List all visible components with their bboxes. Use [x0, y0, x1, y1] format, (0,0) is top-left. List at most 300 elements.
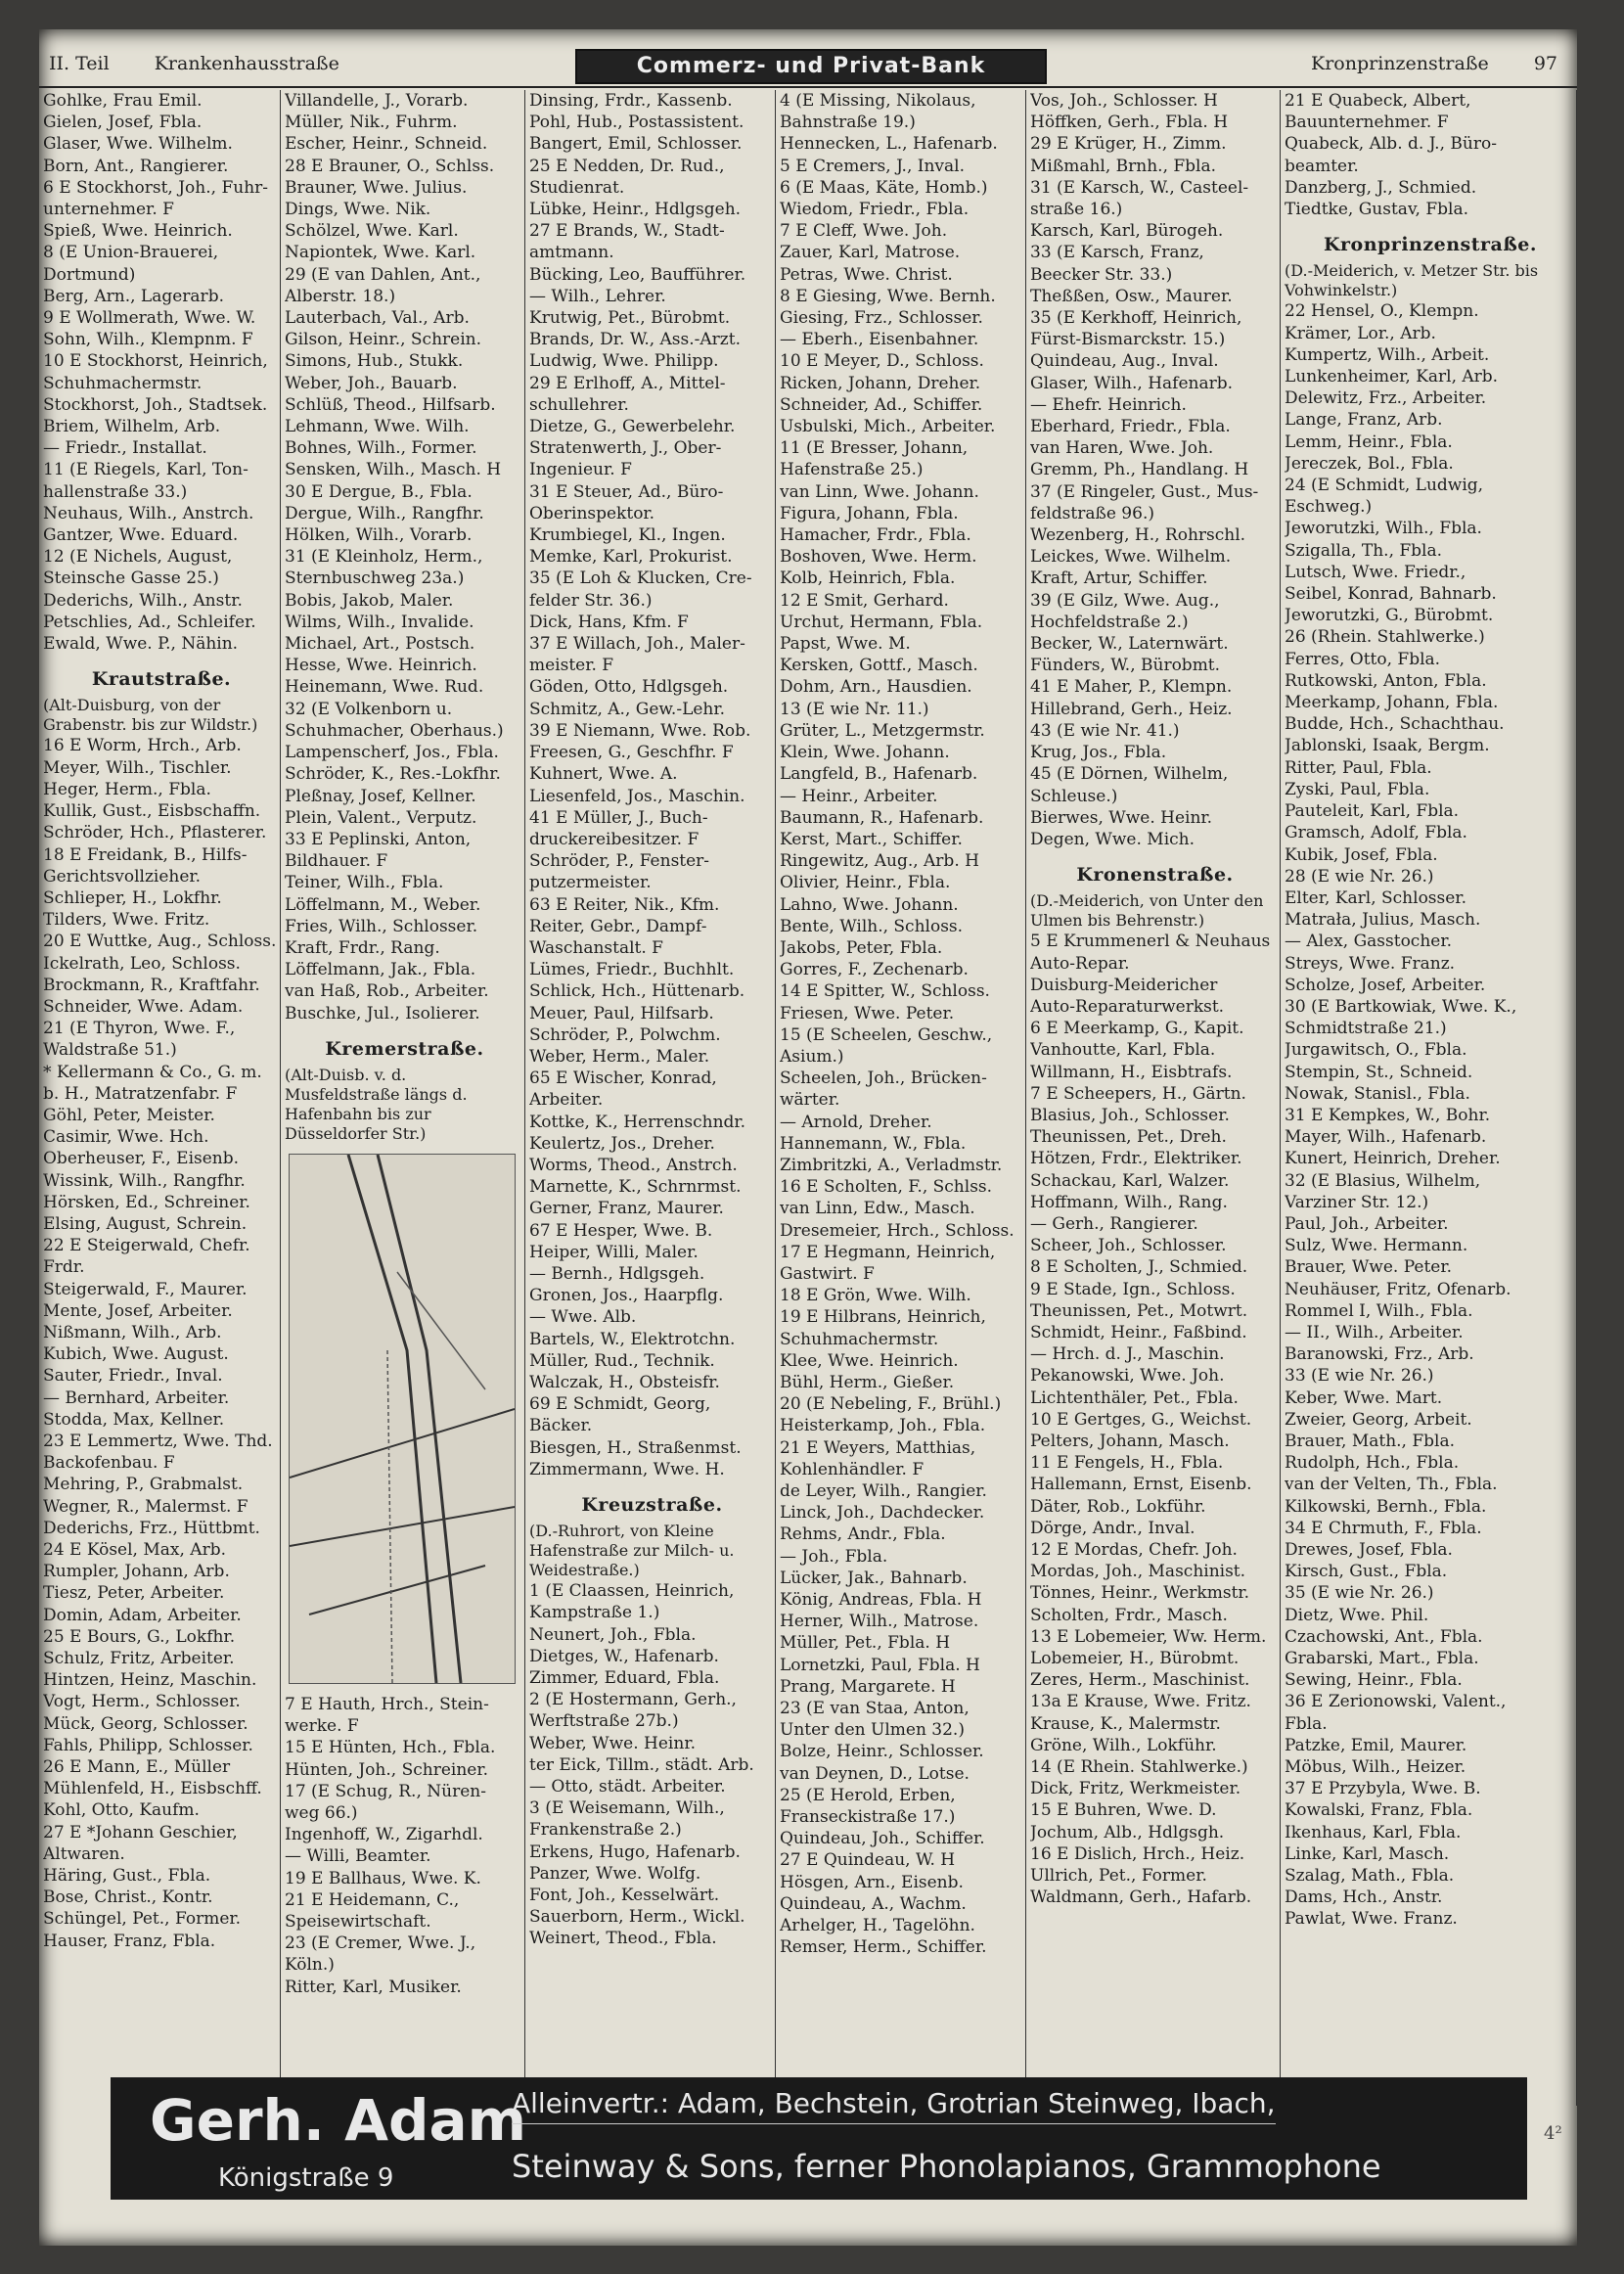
directory-entry: Müller, Nik., Fuhrm.	[285, 113, 458, 133]
directory-entry: Jereczek, Bol., Fbla.	[1285, 453, 1454, 474]
directory-entry: Usbulski, Mich., Arbeiter.	[780, 417, 996, 437]
directory-entry: Memke, Karl, Prokurist.	[529, 547, 733, 568]
directory-entry: Simons, Hub., Stukk.	[285, 351, 464, 372]
directory-entry: Gorres, F., Zechenarb.	[780, 960, 969, 980]
directory-entry: Hamacher, Frdr., Fbla.	[780, 525, 971, 546]
directory-entry: Göden, Otto, Hdlgsgeh.	[529, 677, 729, 698]
directory-entry: Fünders, W., Bürobmt.	[1030, 656, 1221, 676]
directory-entry: Varziner Str. 12.)	[1285, 1192, 1429, 1212]
directory-entry: 3 (E Weisemann, Wilh.,	[529, 1798, 725, 1819]
directory-entry: Jurgawitsch, O., Fbla.	[1285, 1040, 1467, 1061]
directory-entry: 31 E Kempkes, W., Bohr.	[1285, 1105, 1491, 1125]
directory-entry: Hannemann, W., Fbla.	[780, 1133, 967, 1154]
directory-entry: 27 E *Johann Geschier,	[43, 1822, 238, 1842]
directory-entry: 19 E Hilbrans, Heinrich,	[780, 1307, 986, 1328]
directory-entry: 35 (E wie Nr. 26.)	[1285, 1583, 1434, 1604]
directory-entry: Dörge, Andr., Inval.	[1030, 1518, 1195, 1538]
directory-entry: Hösgen, Arn., Eisenb.	[780, 1872, 964, 1892]
directory-entry: — Heinr., Arbeiter.	[780, 786, 938, 806]
directory-entry: 67 E Hesper, Wwe. B.	[529, 1220, 713, 1241]
directory-entry: 10 E Meyer, D., Schloss.	[780, 351, 984, 372]
directory-entry: Becker, W., Laternwärt.	[1030, 634, 1229, 655]
directory-entry: feldstraße 96.)	[1030, 503, 1154, 523]
directory-entry: Schmidt, Heinr., Faßbind.	[1030, 1322, 1247, 1342]
directory-entry: de Leyer, Wilh., Rangier.	[780, 1481, 987, 1501]
directory-entry: Schüngel, Pet., Former.	[43, 1909, 242, 1930]
directory-entry: Hillebrand, Gerh., Heiz.	[1030, 699, 1233, 719]
directory-entry: 23 E Lemmertz, Wwe. Thd.	[43, 1431, 273, 1451]
directory-entry: Schölzel, Wwe. Karl.	[285, 221, 459, 242]
directory-entry: Höffken, Gerh., Fbla. H	[1030, 113, 1229, 133]
directory-entry: Duisburg-Meidericher	[1030, 975, 1218, 995]
directory-entry: Walczak, H., Obsteisfr.	[529, 1372, 720, 1392]
directory-entry: 29 E Erlhoff, A., Mittel-	[529, 373, 726, 393]
directory-entry: 18 E Freidank, B., Hilfs-	[43, 844, 248, 865]
directory-entry: Sauerborn, Herm., Wickl.	[529, 1907, 745, 1928]
directory-entry: Bühl, Herm., Gießer.	[780, 1372, 955, 1392]
directory-entry: Hoffmann, Wilh., Rang.	[1030, 1192, 1228, 1212]
directory-entry: Rudolph, Hch., Fbla.	[1285, 1453, 1460, 1474]
directory-entry: 63 E Reiter, Nik., Kfm.	[529, 894, 720, 915]
directory-entry: Sauter, Friedr., Inval.	[43, 1366, 223, 1387]
directory-entry: 39 E Niemann, Wwe. Rob.	[529, 720, 751, 741]
directory-entry: Zimbritzki, A., Verladmstr.	[780, 1155, 1003, 1175]
directory-entry: Fries, Wilh., Schlosser.	[285, 916, 478, 936]
directory-entry: Michael, Art., Postsch.	[285, 634, 475, 655]
directory-entry: 27 E Quindeau, W. H	[780, 1850, 956, 1871]
directory-entry: Liesenfeld, Jos., Maschin.	[529, 786, 745, 806]
directory-entry: Schneider, Ad., Schiffer.	[780, 394, 983, 415]
directory-entry: Casimir, Wwe. Hch.	[43, 1127, 209, 1148]
directory-entry: Dortmund)	[43, 264, 136, 285]
directory-entry: Alberstr. 18.)	[285, 286, 396, 306]
directory-entry: Schlieper, H., Lokfhr.	[43, 887, 222, 908]
directory-entry: 29 (E van Dahlen, Ant.,	[285, 264, 481, 285]
directory-entry: Frdr.	[43, 1257, 85, 1278]
directory-entry: 37 E Przybyla, Wwe. B.	[1285, 1779, 1481, 1799]
directory-entry: Scholze, Josef, Arbeiter.	[1285, 975, 1486, 995]
directory-entry: Dings, Wwe. Nik.	[285, 200, 431, 220]
directory-entry: 15 (E Scheelen, Geschw.,	[780, 1024, 993, 1045]
directory-entry: 9 E Stade, Ign., Schloss.	[1030, 1279, 1236, 1299]
directory-entry: meister. F	[529, 656, 614, 676]
directory-entry: Ricken, Johann, Dreher.	[780, 373, 981, 393]
directory-entry: Steinsche Gasse 25.)	[43, 568, 219, 589]
directory-entry: 21 E Heidemann, C.,	[285, 1889, 460, 1910]
directory-entry: Dederichs, Frz., Hüttbmt.	[43, 1518, 260, 1538]
directory-entry: druckereibesitzer. F	[529, 829, 699, 849]
directory-entry: König, Andreas, Fbla. H	[780, 1590, 982, 1611]
street-description: (D.-Ruhrort, von Kleine Hafenstraße zur Milch- u. Weidestraße.)	[529, 1522, 735, 1580]
directory-entry: Keber, Wwe. Mart.	[1285, 1387, 1443, 1408]
directory-entry: Däter, Rob., Lokführ.	[1030, 1496, 1206, 1517]
directory-entry: Schuhmachermstr.	[780, 1329, 939, 1349]
directory-entry: Dohm, Arn., Hausdien.	[780, 677, 972, 698]
directory-entry: 37 E Willach, Joh., Maler-	[529, 634, 745, 655]
directory-entry: — Wilh., Lehrer.	[529, 286, 666, 306]
directory-entry: 33 (E wie Nr. 26.)	[1285, 1366, 1434, 1387]
directory-entry: Ritter, Karl, Musiker.	[285, 1977, 462, 1997]
directory-entry: Schneider, Wwe. Adam.	[43, 996, 244, 1017]
directory-entry: Napiontek, Wwe. Karl.	[285, 243, 476, 263]
directory-entry: Sensken, Wilh., Masch. H	[285, 460, 502, 480]
directory-entry: Nißmann, Wilh., Arb.	[43, 1322, 222, 1342]
directory-entry: Hesse, Wwe. Heinrich.	[285, 656, 477, 676]
directory-entry: Linck, Joh., Dachdecker.	[780, 1503, 985, 1524]
directory-entry: Theunissen, Pet., Dreh.	[1030, 1127, 1227, 1148]
directory-entry: Kilkowski, Bernh., Fbla.	[1285, 1496, 1487, 1517]
directory-entry: 37 (E Ringeler, Gust., Mus-	[1030, 481, 1259, 502]
directory-entry: Theunissen, Pet., Motwrt.	[1030, 1300, 1248, 1321]
directory-entry: 45 (E Dörnen, Wilhelm,	[1030, 764, 1229, 785]
directory-entry: Bahnstraße 19.)	[780, 113, 916, 133]
directory-entry: Sewing, Heinr., Fbla.	[1285, 1670, 1463, 1691]
directory-entry: Neuhäuser, Fritz, Ofenarb.	[1285, 1279, 1511, 1299]
directory-entry: Möbus, Wilh., Heizer.	[1285, 1757, 1466, 1778]
directory-entry: Drewes, Josef, Fbla.	[1285, 1540, 1453, 1560]
directory-entry: Oberheuser, F., Eisenb.	[43, 1149, 240, 1169]
directory-entry: Fbla.	[1285, 1713, 1328, 1734]
directory-entry: Degen, Wwe. Mich.	[1030, 829, 1195, 849]
directory-entry: Zweier, Georg, Arbeit.	[1285, 1409, 1472, 1430]
directory-entry: van Linn, Wwe. Johann.	[780, 481, 979, 502]
directory-entry: Gilson, Heinr., Schrein.	[285, 330, 482, 350]
directory-entry: Mühlenfeld, H., Eisbschff.	[43, 1779, 262, 1799]
directory-entry: Prang, Margarete. H	[780, 1676, 956, 1697]
directory-entry: Pelters, Johann, Masch.	[1030, 1431, 1230, 1451]
directory-entry: Stodda, Max, Kellner.	[43, 1409, 225, 1430]
directory-entry: Brauer, Wwe. Peter.	[1285, 1257, 1453, 1278]
directory-entry: Gantzer, Wwe. Eduard.	[43, 525, 239, 546]
directory-entry: Krämer, Lor., Arb.	[1285, 323, 1436, 343]
directory-entry: Tilders, Wwe. Fritz.	[43, 910, 210, 931]
directory-entry: 7 E Hauth, Hrch., Stein-	[285, 1694, 489, 1714]
directory-entry: 41 E Maher, P., Klempn.	[1030, 677, 1233, 698]
directory-entry: Speisewirtschaft.	[285, 1911, 431, 1932]
directory-entry: Zyski, Paul, Fbla.	[1285, 779, 1430, 799]
street-description: (Alt-Duisburg, von der Grabenstr. bis zur Wildstr.)	[43, 696, 258, 735]
directory-entry: Krause, K., Malermstr.	[1030, 1713, 1221, 1734]
directory-entry: Frankenstraße 2.)	[529, 1820, 682, 1841]
directory-entry: Fahls, Philipp, Schlosser.	[43, 1735, 253, 1755]
directory-entry: 20 (E Nebeling, F., Brühl.)	[780, 1394, 1002, 1415]
directory-entry: Kullik, Gust., Eisbschaffn.	[43, 801, 261, 822]
directory-entry: — Otto, städt. Arbeiter.	[529, 1777, 726, 1797]
directory-entry: Schröder, P., Polwchm.	[529, 1024, 721, 1045]
directory-entry: Wezenberg, H., Rohrschl.	[1030, 525, 1246, 546]
directory-entry: Ullrich, Pet., Former.	[1030, 1866, 1207, 1887]
directory-entry: — II., Wilh., Arbeiter.	[1285, 1322, 1464, 1342]
directory-entry: Worms, Theod., Anstrch.	[529, 1155, 738, 1175]
directory-entry: 6 (E Maas, Käte, Homb.)	[780, 177, 988, 198]
directory-entry: Wissink, Wilh., Rangfhr.	[43, 1170, 246, 1191]
directory-entry: weg 66.)	[285, 1802, 358, 1823]
directory-entry: Tönnes, Heinr., Werkmstr.	[1030, 1583, 1250, 1604]
directory-entry: Backofenbau. F	[43, 1453, 175, 1474]
directory-entry: Ikenhaus, Karl, Fbla.	[1285, 1822, 1462, 1842]
directory-entry: 12 E Mordas, Chefr. Joh.	[1030, 1540, 1238, 1560]
directory-entry: Petras, Wwe. Christ.	[780, 264, 953, 285]
directory-entry: Leickes, Wwe. Wilhelm.	[1030, 547, 1232, 568]
directory-entry: 25 E Bours, G., Lokfhr.	[43, 1626, 236, 1647]
directory-entry: Heinemann, Wwe. Rud.	[285, 677, 484, 698]
directory-entry: van der Velten, Th., Fbla.	[1285, 1475, 1498, 1495]
directory-entry: Brockmann, R., Kraftfahr.	[43, 975, 260, 995]
directory-entry: 18 E Grön, Wwe. Wilh.	[780, 1286, 971, 1306]
directory-entry: wärter.	[780, 1090, 840, 1111]
directory-entry: Nowak, Stanisl., Fbla.	[1285, 1083, 1470, 1104]
directory-entry: — Willi, Beamter.	[285, 1846, 431, 1867]
directory-entry: Erkens, Hugo, Hafenarb.	[529, 1842, 741, 1862]
directory-entry: Bobis, Jakob, Maler.	[285, 590, 454, 611]
directory-entry: 28 (E wie Nr. 26.)	[1285, 866, 1434, 887]
directory-entry: Kersken, Gottf., Masch.	[780, 656, 978, 676]
directory-entry: Lunkenheimer, Karl, Arb.	[1285, 367, 1499, 387]
directory-entry: Kampstraße 1.)	[529, 1603, 660, 1623]
directory-entry: Kunert, Heinrich, Dreher.	[1285, 1149, 1501, 1169]
directory-entry: Petschlies, Ad., Schleifer.	[43, 612, 256, 632]
directory-entry: Zimmermann, Wwe. H.	[529, 1459, 725, 1479]
directory-entry: Gremm, Ph., Handlang. H	[1030, 460, 1249, 480]
directory-entry: Ickelrath, Leo, Schloss.	[43, 953, 241, 974]
directory-entry: — Ehefr. Heinrich.	[1030, 394, 1187, 415]
directory-entry: Heisterkamp, Joh., Fbla.	[780, 1416, 986, 1436]
directory-entry: Gerner, Franz, Maurer.	[529, 1199, 724, 1219]
directory-entry: Delewitz, Frz., Arbeiter.	[1285, 388, 1487, 409]
directory-entry: — Bernhard, Arbeiter.	[43, 1387, 230, 1408]
directory-entry: Wilms, Wilh., Invalide.	[285, 612, 474, 632]
directory-entry: amtmann.	[529, 243, 614, 263]
directory-entry: Gielen, Josef, Fbla.	[43, 113, 203, 133]
directory-entry: Dams, Hch., Anstr.	[1285, 1887, 1443, 1908]
directory-entry: Remser, Herm., Schiffer.	[780, 1937, 987, 1958]
directory-entry: Ringewitz, Aug., Arb. H	[780, 851, 979, 872]
directory-entry: Scholten, Frdr., Masch.	[1030, 1605, 1228, 1625]
directory-entry: Dick, Fritz, Werkmeister.	[1030, 1779, 1241, 1799]
directory-entry: Meyer, Wilh., Tischler.	[43, 757, 232, 778]
column-3	[525, 90, 776, 2106]
directory-entry: Papst, Wwe. M.	[780, 634, 911, 655]
directory-entry: Seibel, Konrad, Bahnarb.	[1285, 584, 1497, 605]
directory-entry: Ludwig, Wwe. Philipp.	[529, 351, 719, 372]
directory-entry: Kuhnert, Wwe. A.	[529, 764, 678, 785]
directory-entry: Schackau, Karl, Walzer.	[1030, 1170, 1230, 1191]
directory-entry: Lemm, Heinr., Fbla.	[1285, 432, 1453, 452]
column-6	[1281, 90, 1577, 2106]
directory-entry: Bose, Christ., Kontr.	[43, 1887, 213, 1908]
directory-entry: 16 E Worm, Hrch., Arb.	[43, 736, 242, 756]
directory-entry: Mißmahl, Brnh., Fbla.	[1030, 156, 1217, 176]
directory-entry: Mück, Georg, Schlosser.	[43, 1713, 248, 1734]
directory-entry: 36 E Zerionowski, Valent.,	[1285, 1692, 1507, 1712]
directory-entry: Eschweg.)	[1285, 497, 1373, 518]
directory-entry: Rutkowski, Anton, Fbla.	[1285, 670, 1487, 691]
directory-entry: — Bernh., Hdlgsgeh.	[529, 1263, 705, 1284]
directory-entry: Kirsch, Gust., Fbla.	[1285, 1562, 1448, 1582]
directory-entry: b. H., Matratzenfabr. F	[43, 1083, 238, 1104]
directory-entry: Wiedom, Friedr., Fbla.	[780, 200, 970, 220]
directory-entry: Schulz, Fritz, Arbeiter.	[43, 1649, 235, 1669]
directory-entry: Elsing, August, Schrein.	[43, 1213, 248, 1234]
directory-entry: Mordas, Joh., Maschinist.	[1030, 1562, 1246, 1582]
directory-entry: Dietges, W., Hafenarb.	[529, 1646, 719, 1666]
directory-entry: Berg, Arn., Lagerarb.	[43, 286, 224, 306]
directory-entry: Zimmer, Eduard, Fbla.	[529, 1668, 720, 1689]
directory-entry: Hölken, Wilh., Vorarb.	[285, 525, 473, 546]
directory-entry: Kohl, Otto, Kaufm.	[43, 1800, 200, 1821]
directory-entry: Stempin, St., Schneid.	[1285, 1062, 1473, 1082]
directory-entry: Auto-Reparaturwerkst.	[1030, 996, 1225, 1017]
directory-entry: 17 E Hegmann, Heinrich,	[780, 1242, 996, 1262]
directory-entry: 22 Hensel, O., Klempn.	[1285, 301, 1479, 322]
directory-entry: Bolze, Heinr., Schlosser.	[780, 1742, 984, 1762]
directory-entry: Kolb, Heinrich, Fbla.	[780, 568, 956, 589]
directory-entry: Briem, Wilhelm, Arb.	[43, 417, 221, 437]
directory-entry: 21 (E Thyron, Wwe. F.,	[43, 1019, 236, 1039]
directory-entry: 11 (E Riegels, Karl, Ton-	[43, 460, 248, 480]
directory-entry: Meuer, Paul, Hilfsarb.	[529, 1003, 714, 1023]
directory-entry: 32 (E Volkenborn u.	[285, 699, 453, 719]
directory-entry: Baranowski, Frz., Arb.	[1285, 1344, 1474, 1365]
header-left	[49, 53, 379, 74]
directory-entry: Plein, Valent., Verputz.	[285, 807, 477, 828]
directory-entry: Kumpertz, Wilh., Arbeit.	[1285, 344, 1490, 365]
directory-entry: — Friedr., Installat.	[43, 438, 207, 459]
directory-entry: Buschke, Jul., Isolierer.	[285, 1003, 480, 1023]
directory-entry: Kerst, Mart., Schiffer.	[780, 829, 963, 849]
directory-entry: 26 (Rhein. Stahlwerke.)	[1285, 627, 1485, 648]
directory-entry: Mente, Josef, Arbeiter.	[43, 1300, 233, 1321]
directory-entry: Jablonski, Isaak, Bergm.	[1285, 736, 1490, 756]
directory-entry: Biesgen, H., Straßenmst.	[529, 1437, 742, 1458]
directory-entry: Jochum, Alb., Hdlgsgh.	[1030, 1822, 1225, 1842]
directory-entry: Jakobs, Peter, Fbla.	[780, 937, 943, 958]
directory-entry: Matrała, Julius, Masch.	[1285, 910, 1481, 931]
directory-entry: Rumpler, Johann, Arb.	[43, 1562, 230, 1582]
directory-entry: Hintzen, Heinz, Maschin.	[43, 1670, 257, 1691]
directory-entry: Czachowski, Ant., Fbla.	[1285, 1626, 1483, 1647]
directory-entry: Kraft, Artur, Schiffer.	[1030, 568, 1208, 589]
directory-entry: Waldmann, Gerh., Hafarb.	[1030, 1887, 1252, 1908]
directory-entry: Brauer, Math., Fbla.	[1285, 1431, 1456, 1451]
directory-entry: Dinsing, Frdr., Kassenb.	[529, 91, 733, 111]
directory-entry: Arbeiter.	[529, 1090, 604, 1111]
directory-entry: Escher, Heinr., Schneid.	[285, 134, 488, 155]
directory-entry: Quindeau, Aug., Inval.	[1030, 351, 1219, 372]
directory-entry: 26 E Mann, E., Müller	[43, 1757, 231, 1778]
directory-entry: Weinert, Theod., Fbla.	[529, 1929, 717, 1949]
directory-entry: 24 (E Schmidt, Ludwig,	[1285, 476, 1484, 496]
directory-entry: Heiper, Willi, Maler.	[529, 1242, 699, 1262]
column-5	[1026, 90, 1281, 2106]
directory-entry: Hötzen, Frdr., Elektriker.	[1030, 1149, 1242, 1169]
directory-entry: Werftstraße 27b.)	[529, 1711, 679, 1732]
directory-entry: 23 (E van Staa, Anton,	[780, 1699, 970, 1719]
directory-entry: Elter, Karl, Schlosser.	[1285, 887, 1466, 908]
directory-entry: Weber, Joh., Bauarb.	[285, 373, 458, 393]
directory-entry: Bangert, Emil, Schlosser.	[529, 134, 743, 155]
directory-entry: Gastwirt. F	[780, 1263, 875, 1284]
directory-entry: Hochfeldstraße 2.)	[1030, 612, 1189, 632]
directory-entry: — Hrch. d. J., Maschin.	[1030, 1344, 1225, 1365]
directory-entry: Lichtenthäler, Pet., Fbla.	[1030, 1387, 1239, 1408]
directory-entry: 7 E Scheepers, H., Gärtn.	[1030, 1083, 1246, 1104]
directory-entry: 16 E Dislich, Hrch., Heiz.	[1030, 1843, 1245, 1864]
directory-entry: 43 (E wie Nr. 41.)	[1030, 720, 1180, 741]
directory-entry: Lornetzki, Paul, Fbla. H	[780, 1655, 980, 1675]
directory-entry: 33 (E Karsch, Franz,	[1030, 243, 1204, 263]
directory-entry: Kraft, Frdr., Rang.	[285, 937, 440, 958]
directory-entry: 5 E Cremers, J., Inval.	[780, 156, 966, 176]
directory-entry: Krug, Jos., Fbla.	[1030, 743, 1167, 763]
directory-entry: Ingenieur. F	[529, 460, 632, 480]
directory-entry: Scheer, Joh., Schlosser.	[1030, 1236, 1227, 1256]
directory-entry: 17 (E Schug, R., Nüren-	[285, 1781, 486, 1801]
directory-entry: Scheelen, Joh., Brücken-	[780, 1069, 987, 1089]
directory-entry: Unter den Ulmen 32.)	[780, 1720, 965, 1741]
directory-entry: Schlüß, Theod., Hilfsarb.	[285, 394, 496, 415]
directory-entry: Keulertz, Jos., Dreher.	[529, 1133, 715, 1154]
directory-entry: 7 E Cleff, Wwe. Joh.	[780, 221, 948, 242]
directory-entry: — Joh., Fbla.	[780, 1546, 888, 1567]
directory-entry: Löffelmann, Jak., Fbla.	[285, 960, 476, 980]
directory-entry: Teiner, Wilh., Fbla.	[285, 873, 444, 893]
directory-entry: 35 (E Kerkhoff, Heinrich,	[1030, 308, 1242, 329]
directory-entry: schullehrer.	[529, 394, 629, 415]
directory-entry: Pekanowski, Wwe. Joh.	[1030, 1366, 1225, 1387]
directory-entry: Lübke, Heinr., Hdlgsgeh.	[529, 200, 742, 220]
directory-entry: Willmann, H., Eisbtrafs.	[1030, 1062, 1233, 1082]
directory-entry: 13 (E wie Nr. 11.)	[780, 699, 929, 719]
directory-entry: Szigalla, Th., Fbla.	[1285, 540, 1443, 561]
directory-entry: ter Eick, Tillm., städt. Arb.	[529, 1754, 754, 1775]
header-right	[1272, 53, 1557, 74]
directory-entry: Bäcker.	[529, 1416, 593, 1436]
directory-entry: 8 E Scholten, J., Schmied.	[1030, 1257, 1248, 1278]
directory-entry: Sulz, Wwe. Hermann.	[1285, 1236, 1468, 1256]
directory-entry: Giesing, Frz., Schlosser.	[780, 308, 983, 329]
directory-entry: 11 (E Bresser, Johann,	[780, 438, 969, 459]
directory-entry: 34 E Chrmuth, F., Fbla.	[1285, 1518, 1482, 1538]
directory-entry: Auto-Repar.	[1030, 953, 1130, 974]
directory-entry: 65 E Wischer, Konrad,	[529, 1069, 717, 1089]
directory-entry: Ingenhoff, W., Zigarhdl.	[285, 1825, 483, 1845]
directory-entry: Schmidtstraße 21.)	[1285, 1019, 1447, 1039]
directory-entry: Jeworutzki, Wilh., Fbla.	[1285, 519, 1482, 539]
directory-entry: 9 E Wollmerath, Wwe. W.	[43, 308, 256, 329]
directory-entry: Domin, Adam, Arbeiter.	[43, 1605, 242, 1625]
directory-entry: Reiter, Gebr., Dampf-	[529, 916, 707, 936]
directory-entry: van Haß, Rob., Arbeiter.	[285, 981, 489, 1002]
directory-entry: 11 E Fengels, H., Fbla.	[1030, 1453, 1224, 1474]
directory-entry: Rehms, Andr., Fbla.	[780, 1524, 946, 1545]
directory-entry: 12 E Smit, Gerhard.	[780, 590, 949, 611]
directory-entry: Kubich, Wwe. August.	[43, 1344, 229, 1365]
directory-entry: 14 E Spitter, W., Schloss.	[780, 981, 990, 1002]
directory-entry: Szalag, Math., Fbla.	[1285, 1866, 1455, 1887]
directory-entry: 10 E Gertges, G., Weichst.	[1030, 1409, 1252, 1430]
directory-entry: 13 E Lobemeier, Ww. Herm.	[1030, 1626, 1267, 1647]
directory-entry: Asium.)	[780, 1046, 844, 1067]
directory-entry: Bauunternehmer. F	[1285, 113, 1449, 133]
directory-entry: Quindeau, A., Wachm.	[780, 1893, 967, 1914]
page-number: 97	[1533, 53, 1557, 74]
directory-entry: Lobemeier, H., Bürobmt.	[1030, 1649, 1240, 1669]
directory-entry: Meerkamp, Johann, Fbla.	[1285, 693, 1499, 713]
directory-entry: beamter.	[1285, 156, 1359, 176]
directory-entry: Gohlke, Frau Emil.	[43, 91, 203, 111]
directory-entry: Hünten, Joh., Schreiner.	[285, 1759, 488, 1780]
